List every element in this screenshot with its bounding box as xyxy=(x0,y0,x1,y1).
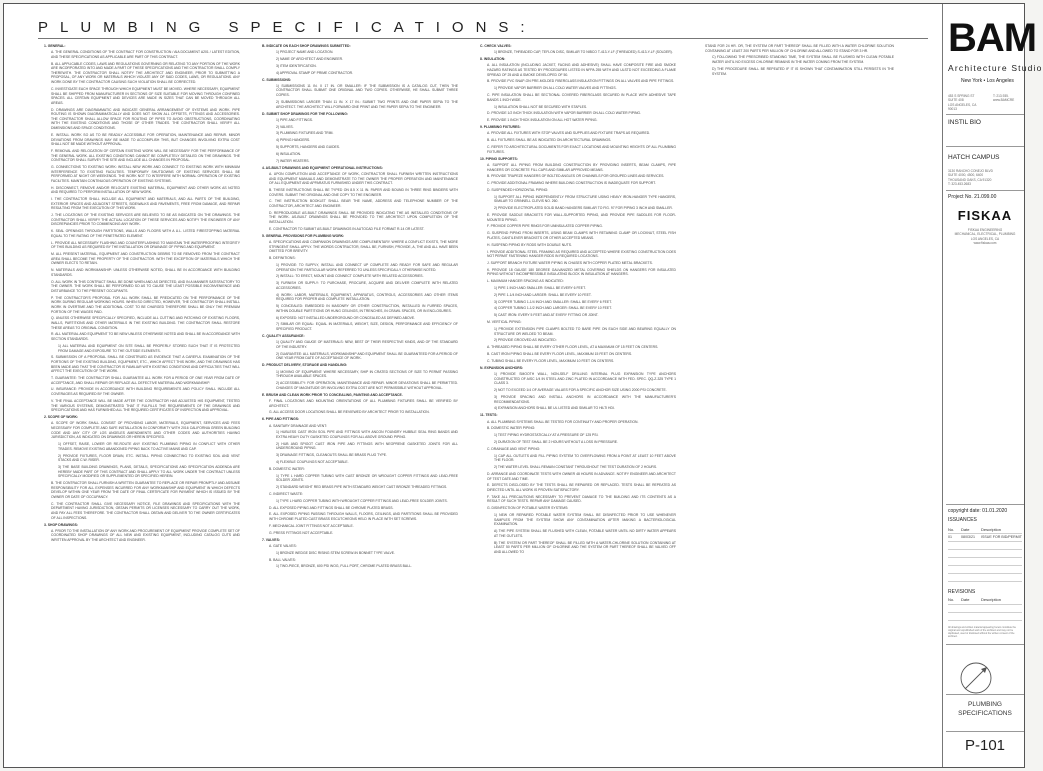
spec-paragraph: L. MAXIMUM HANGER SPACING AS INDICATED: xyxy=(487,279,564,284)
address-line: 90013 xyxy=(948,106,957,111)
firm-contact xyxy=(993,94,1027,103)
client-address-line: SUITE 4000, 4500, 6400 xyxy=(948,173,984,178)
spec-paragraph: 4) WORK: LABOR, MATERIALS, EQUIPMENT, APPARATUS, CONTROLS, ACCESSORIES AND OTHER ITEMS REQUIRED FOR PROPER AND COMPLETE INSTALLATION. xyxy=(276,292,458,302)
spec-paragraph: 1) PROVIDE EXTENSION PIPE CLAMPS BOLTED TO BARE PIPE ON EACH SIDE AND BEARING EQUALLY ON STRUCTURE OR WELDED TO BEAM. xyxy=(494,326,676,336)
spec-paragraph: 2) VALVES. xyxy=(276,124,294,129)
title-block xyxy=(942,4,1043,767)
spec-paragraph: 2) PIPE 1-1/4 INCH AND LARGER: SHALL BE EVERY 10 FEET. xyxy=(494,292,592,297)
spec-paragraph: 2) NAME OF ARCHITECT AND ENGINEER. xyxy=(276,56,344,61)
spec-paragraph: A. ALL PLUMBING SYSTEMS SHALL BE TESTED FOR CONTINUITY AND PROPER OPERATION. xyxy=(487,419,639,424)
spec-section-title: 9. PLUMBING FIXTURES: xyxy=(480,125,521,130)
spec-section xyxy=(44,44,240,413)
spec-paragraph: 1) PIPE 1 INCH AND SMALLER: SHALL BE EVERY 6 FEET. xyxy=(494,286,586,290)
spec-paragraph: D. REPRODUCIBLE AS-BUILT DRAWINGS SHALL BE PROVIDED INDICATING THE AS INSTALLED CONDITIONS OF THE WORK. AS-BUILT DRAWINGS SHALL BE PROVIDED TO THE ARCHITECT UPON COMPLETION OF THE INSTALLATION. xyxy=(269,210,458,225)
spec-paragraph: 5) SUPPORTS, HANGERS AND GUIDES. xyxy=(276,145,340,149)
spec-paragraph: 6) INSULATION. xyxy=(276,151,301,156)
spec-paragraph: S. SUBMISSION OF A PROPOSAL SHALL BE CONSTRUED AS EVIDENCE THAT A CAREFUL EXAMINATION OF THE PORTIONS OF THE EXISTING BUILDING, EQUIPMENT, ETC., WHICH AFFECT THIS WORK, AND THE DRAWINGS HAS BEEN MADE AND THAT THE CONTRACTOR IS FAMILIAR WITH EXISTING CONDITIONS AND DIFFICULTIES THAT WILL AFFECT THE EXECUTION OF THE WORK. xyxy=(51,355,240,374)
spec-paragraph: H. SUSPEND PIPING BY RODS WITH DOUBLE NUTS. xyxy=(487,242,572,247)
spec-paragraph: M. ALL PRESENT MATERIAL, EQUIPMENT AND CONSTRUCTION DEBRIS TO BE REMOVED FROM THE CONTRACT AREA SHALL BECOME THE PROPERTY OF THE CONTRACTOR. WITH THE EXCEPTION OF MATERIALS WHICH THE OWNER ELECTS TO RETAIN. xyxy=(51,252,240,266)
spec-section xyxy=(480,57,676,123)
divider xyxy=(946,731,1024,732)
spec-paragraph: K. SEAL OPENINGS THROUGH PARTITIONS, WALLS AND FLOORS WITH A U.L. LISTED FIRESTOPPING MATERIAL EQUAL TO THE RATING OF THE PENETRATED ELEMENT. xyxy=(51,229,240,238)
col-description: Description xyxy=(981,597,1002,602)
spec-section-title: 4. AS-BUILT DRAWINGS AND EQUIPMENT OPERATIONAL INSTRUCTIONS: xyxy=(262,165,383,170)
spec-paragraph: P. THE CONTRACTOR'S PROPOSAL FOR ALL WORK SHALL BE PREDICATED ON THE PERFORMANCE OF THE WORK DURING REGULAR WORKING HOURS. WHEN SO DIRECTED, HOWEVER, THE CONTRACTOR SHALL INSTALL WORK IN OVERTIME AND THE ADDITIONAL COST TO BE CHARGED THEREFORE SHALL BE ONLY THE PREMIUM PORTION OF THE WAGES PAID. xyxy=(51,295,240,314)
spec-section-title: 6. PIPE AND FITTINGS: xyxy=(262,417,300,422)
spec-paragraph: C) FOLLOWING THE PRESCRIBED STANDING TIME, THE SYSTEM SHALL BE FLUSHED WITH CLEAN POTABLE WATER UNTIL NO EXCESS CHLORINE REMAINS IN THE WATER COMING FROM THE SYSTEM. xyxy=(712,55,894,65)
spec-paragraph: G. DISINFECTION OF POTABLE WATER SYSTEMS: xyxy=(487,506,569,511)
spec-paragraph: B. DOMESTIC WATER: xyxy=(269,466,305,471)
spec-paragraph: V. THE FINAL ACCEPTANCE WILL BE MADE AFTER THE CONTRACTOR HAS ADJUSTED HIS EQUIPMENT, TESTED THE VARIOUS SYSTEMS, DEMONSTRATED THAT IT FULFILLS THE REQUIREMENTS OF THE DRAWINGS AND SPECIFICATIONS AND HAS FURNISHED ALL THE REQUIRED CERTIFICATES OF INSPECTION AND APPROVAL. xyxy=(51,398,240,413)
spec-paragraph: 1) TYPE L HARD COPPER TUBING WITH WROUGHT COPPER FITTINGS AND LEAD-FREE SOLDER JOINTS. xyxy=(276,498,448,503)
spec-paragraph: A. THE GENERAL CONDITIONS OF THE CONTRACT FOR CONSTRUCTION / AIA DOCUMENT A201 / LATEST EDITION, AND THESE SPECIFICATIONS AS APPLICABLE ARE PART OF THIS CONTRACT. xyxy=(51,50,240,59)
spec-section-title: 5. GENERAL PROVISIONS FOR PLUMBING WORK: xyxy=(262,234,345,238)
spec-paragraph: C. REFER TO ARCHITECTURAL DOCUMENTS FOR EXACT LOCATIONS AND MOUNTING HEIGHTS OF ALL PLUMBING FIXTURES. xyxy=(487,145,676,154)
spec-section-title: 10. PIPING SUPPORTS: xyxy=(480,156,518,161)
spec-section-title: 2. SCOPE OF WORK: xyxy=(44,415,79,420)
firm-logo: BAM xyxy=(948,16,1037,60)
consultant-line: www.fiskaa.com xyxy=(973,240,997,245)
spec-section xyxy=(262,334,458,361)
spec-paragraph: E. CONTRACTOR TO SUBMIT AS-BUILT DRAWINGS IN AUTOCAD FILE FORMAT R-14 OR LATEST. xyxy=(269,226,425,231)
table-line xyxy=(948,620,1022,621)
spec-section xyxy=(262,363,458,390)
spec-paragraph: 1) OFFSET, RAISE, LOWER OR RE-ROUTE ANY EXISTING PLUMBING PIPING IN CONFLICT WITH OTHER TRADES. REMOVE EXISTING ABANDONED PIPING BACK TO ACTIVE MAINS AND CAP. xyxy=(58,442,240,451)
spec-section-title: D. SUBMIT SHOP DRAWINGS FOR THE FOLLOWING: xyxy=(262,111,349,116)
spec-section xyxy=(262,417,458,535)
north-arrow-icon xyxy=(955,658,997,698)
spec-paragraph: R. ALL MATERIAL AND EQUIPMENT TO BE NEW UNLESS OTHERWISE NOTED AND SHALL BE IN ACCORDANCE WITH SECTION STANDARDS. xyxy=(51,332,240,342)
spec-paragraph: A. PRIOR TO THE INSTALLATION OF ANY WORK AND PROCUREMENT OF EQUIPMENT PROVIDE COMPLETE SET OF COORDINATED SHOP DRAWINGS OF ALL NEW AND EXISTING EQUIPMENT, INCLUDING CATALOG CUTS AND WRITTEN APPROVAL BY THE ARCHITECT AND ENGINEER. xyxy=(51,528,240,543)
address-line: SUITE 408 xyxy=(948,98,964,103)
consultant-line: FISKAA ENGINEERING xyxy=(967,228,1003,232)
spec-paragraph: 1) PIPE AND FITTINGS. xyxy=(276,117,313,122)
copyright-date: copyright date: 01.01.2020 xyxy=(948,508,1008,514)
col-date: Date xyxy=(961,597,970,602)
spec-paragraph: B. PROVIDE TRAPEZE HANGERS OF BOLTED ANGLES OR CHANNELS FOR GROUPED LINES AND SERVICES. xyxy=(487,174,665,179)
spec-paragraph: 3) FURNISH OR SUPPLY: TO PURCHASE, PROCURE, ACQUIRE AND DELIVER COMPLETE WITH RELATED ACCESSORIES. xyxy=(276,281,458,290)
spec-paragraph: 3) PLUMBING FIXTURES AND TRIM. xyxy=(276,131,334,136)
spec-paragraph: 1) TEST PIPING HYDROSTATICALLY AT A PRESSURE OF 125 PSI. xyxy=(494,433,599,438)
spec-paragraph: E. ALL EXPOSED PIPING PASSING THROUGH WALLS, FLOORS, CEILINGS, AND PARTITIONS SHALL BE PROVIDED WITH CHROME PLATED CAST BRASS ESCUTCHEONS HELD IN PLACE WITH SET SCREWS. xyxy=(269,512,458,521)
spec-paragraph: 1) SUBMISSIONS 11 IN. X 17 IN. OR SMALLER: IF THE SUBMISSION IS A CATALOG CUT, THEN THE CONTRACTOR SHALL SUBMIT ONE ORIGINAL AND TWO COPIES. OTHERWISE, HE SHALL SUBMIT THREE COPIES. xyxy=(276,83,458,98)
spec-paragraph: B. ALL APPLICABLE CODES, LAWS AND REGULATIONS GOVERNING OR RELATING TO ANY PORTION OF THE WORK ARE INCORPORATED INTO AND MADE A PART OF THESE SPECIFICATIONS AND THE CONTRACTOR SHALL COMPLY THEREWITH. THE CONTRACTOR SHALL NOTIFY THE ARCHITECT AND ENGINEER, PRIOR TO SUBMITTING A PROPOSAL, OF ANY WORK OR MATERIALS WHICH VIOLATE ANY OF SAID CODES, LAWS, OR REGULATIONS. ANY WORK DONE BY THE CONTRACTOR CAUSING SUCH VIOLATION SHALL BE CORRECTED. xyxy=(51,61,240,85)
spec-section xyxy=(262,112,458,164)
spec-section xyxy=(480,157,676,364)
spec-section-title: 11. TESTS: xyxy=(480,413,498,418)
spec-paragraph: 3) THE BASE BUILDING DRAWINGS, PLANS, DETAILS, SPECIFICATIONS AND SPECIFICATION ADDENDA ARE HEREBY MADE PART OF THIS CONTRACT AND SHALL APPLY TO ALL WORK UNDER THE CONTRACT UNLESS SPECIFICALLY MODIFIED OR SUPPLEMENTED OR SPECIFIED HEREIN. xyxy=(58,464,240,479)
sheet-number: P-101 xyxy=(964,737,1006,754)
spec-paragraph: A. SPECIFICATIONS AND COMPANION DRAWINGS ARE COMPLEMENTARY. WHERE A CONFLICT EXISTS, THE MORE STRINGENT SHALL APPLY. THE WORDS CONTRACTOR, SHALL BE, FURNISH, PROVIDE, A, THE AND ALL HAVE BEEN OMITTED FOR BREVITY. xyxy=(269,240,458,254)
spec-section-title: 7. VALVES: xyxy=(262,537,280,542)
spec-paragraph: Q. UNLESS OTHERWISE SPECIFICALLY SPECIFIED, INCLUDE ALL CUTTING AND PATCHING OF EXISTING FLOORS, WALLS, PARTITIONS AND OTHER MATERIALS IN THE EXISTING BUILDING. THE CONTRACTOR SHALL RESTORE THESE AREAS TO ORIGINAL CONDITION. xyxy=(51,316,240,330)
spec-paragraph: 1) PROJECT NAME AND LOCATION. xyxy=(276,50,334,55)
spec-paragraph: B. PROVIDE PVC SNAP-ON PRE-MOLDED FIBERGLASS INSULATION FITTINGS ON ALL VALVES AND PIPE FITTINGS. xyxy=(487,79,675,84)
spec-paragraph: 7) SIMILAR OR EQUAL: EQUAL IN MATERIALS, WEIGHT, SIZE, DESIGN, PERFORMANCE AND EFFICIENCY OF SPECIFIED PRODUCT. xyxy=(276,322,458,331)
spec-paragraph: M. VERTICAL PIPING: xyxy=(487,320,522,325)
spec-section-title: 3. SHOP DRAWINGS: xyxy=(44,522,79,527)
spec-paragraph: J. THE LOCATIONS OF THE EXISTING SERVICES ARE BELIEVED TO BE AS INDICATED ON THE DRAWINGS. THE CONTRACTOR SHALL VERIFY THE ACTUAL LOCATION OF THESE SERVICES AND NOTIFY THE ENGINEER OF ANY DISCREPANCIES PRIOR TO COMMENCING ANY WORK. xyxy=(51,213,240,227)
spec-section xyxy=(698,44,894,76)
sheet-name-line: PLUMBING xyxy=(968,701,1002,708)
spec-paragraph: 1) SUPPORT ALL PIPING INDEPENDENTLY FROM STRUCTURE USING HEAVY IRON-HANGER TYPE HANGERS, SIMILAR TO GRINNELL CLEVIS NO. 260. xyxy=(494,194,676,204)
spec-paragraph: C. DRAINAGE AND VENT PIPING: xyxy=(487,446,541,451)
spec-paragraph: 1) CAP ALL OUTLETS AND FILL PIPING SYSTEM TO OVERFLOWING FROM A POINT AT LEAST 10 FEET ABOVE THE FLOOR. xyxy=(494,453,676,463)
disclaimer-text: All drawings and written material appearing herein constitute the original and unpublished work of the architect and may not be duplicated, used or disclosed without the written consent of the architect. xyxy=(948,626,1016,639)
spec-paragraph: C. PROVIDE ADDITIONAL FRAMING WHERE BUILDING CONSTRUCTION IS INADEQUATE FOR SUPPORT. xyxy=(487,181,656,186)
issuance-no: 01 xyxy=(948,535,952,539)
spec-paragraph: C. INDIRECT WASTE: xyxy=(269,491,304,496)
spec-paragraph: 5) CONCEALED: EMBEDDED IN MASONRY OR OTHER CONSTRUCTION, INSTALLED IN FURRED SPACES, WITHIN DOUBLE PARTITIONS OR HUNG CEILINGS, IN TRENCHES, IN CRAWL SPACES, OR IN ENCLOSURES. xyxy=(276,304,458,313)
spec-paragraph: D) THE PROCEDURE SHALL BE REPEATED IF IT IS SHOWN THAT CONTAMINATION STILL PERSISTS IN THE SYSTEM. xyxy=(712,66,894,76)
spec-paragraph: T. GUARANTEE: THE CONTRACTOR SHALL GUARANTEE ALL WORK FOR A PERIOD OF ONE YEAR FROM DATE OF ACCEPTANCE, AND SHALL REPAIR OR REPLACE ALL DEFECTIVE MATERIAL AND WORKMANSHIP. xyxy=(51,376,240,385)
spec-paragraph: C. THE INSTRUCTION BOOKLET SHALL BEAR THE NAME, ADDRESS AND TELEPHONE NUMBER OF THE CONTRACTOR, ARCHITECT AND ENGINEER. xyxy=(269,199,458,208)
spec-paragraph: 1) MOVING OF EQUIPMENT: WHERE NECESSARY, SHIP IN CRATED SECTIONS OF SIZE TO PERMIT PASSING THROUGH AVAILABLE SPACES. xyxy=(276,369,458,379)
address-line: 453 S SPRING ST xyxy=(948,94,975,98)
divider xyxy=(946,190,1024,191)
spec-paragraph: K. PROVIDE 18 GAUGE 180 DEGREE GALVANIZED METAL COVERING SHIELDS ON HANGERS FOR INSULATED PIPING WITHOUT INCOMPRESSIBLE INSULATING BLOCK IN INSULATION AT HANGERS. xyxy=(487,267,676,277)
drawing-sheet xyxy=(3,3,1043,768)
spec-paragraph: 3) COPPER TUBING 1-1/4 INCH AND SMALLER: SHALL BE EVERY 6 FEET. xyxy=(494,299,612,304)
spec-paragraph: 2) ACCESSIBILITY: FOR OPERATION, MAINTENANCE AND REPAIR. MINOR DEVIATIONS SHALL BE PERMITTED. CHANGES OF MAGNITUDE OR INVOLVING EXTRA COST ARE NOT PERMISSIBLE WITHOUT APPROVAL. xyxy=(276,381,458,390)
spec-paragraph: 2) GUARANTEE: ALL MATERIALS, WORKMANSHIP AND EQUIPMENT SHALL BE GUARANTEED FOR A PERIOD OF ONE YEAR FROM DATE OF ACCEPTANCE OF WORK. xyxy=(276,351,458,361)
spec-paragraph: A. ALL INSULATION (INCLUDING JACKET, FACING AND ADHESIVE) SHALL HAVE COMPOSITE FIRE AND SMOKE HAZARD RATINGS AS TESTED BY PROCEDURES LISTED IN NFPA 255 WITH AND ULSTD NOT EXCEEDING A FLAME SPREAD OF 25 AND A SMOKE DEVELOPED OF 50. xyxy=(487,63,676,77)
spec-section xyxy=(44,415,240,520)
spec-paragraph: O. ALL WORK IN THIS CONTRACT SHALL BE DONE WHEN AND AS DIRECTED, AND IN A MANNER SATISFACTORY TO THE OWNER. THE WORK SHALL BE PERFORMED SO AS TO CAUSE THE LEAST POSSIBLE INCONVENIENCE AND DISTURBANCE TO THE PRESENT OCCUPANTS. xyxy=(51,279,240,293)
spec-paragraph: J. SUPPORT BRANCH FIXTURE WATER PIPING IN CHASES WITH COPPER PLATED METAL BRACKETS. xyxy=(487,260,653,265)
spec-paragraph: B. DOMESTIC WATER PIPING: xyxy=(487,426,536,431)
spec-paragraph: D. ALL EXPOSED PIPING AND FITTINGS SHALL BE CHROME PLATED BRASS. xyxy=(269,505,394,510)
spec-paragraph: D. SUSPENDED HORIZONTAL PIPING: xyxy=(487,187,549,192)
spec-paragraph: C. THE CONTRACTOR SHALL GIVE NECESSARY NOTICE, FILE DRAWINGS AND SPECIFICATIONS WITH THE DEPARTMENT HAVING JURISDICTION, OBTAIN PERMITS OR LICENSES NECESSARY TO CARRY OUT THE WORK, AND PAY ALL FEES THEREFORE. THE CONTRACTOR SHALL OBTAIN AND DELIVER TO THE OWNER CERTIFICATES OF ALL INSPECTIONS. xyxy=(51,501,240,520)
firm-name: Architecture Studio xyxy=(948,63,1043,73)
spec-paragraph: 1) QUALITY AND GAUGE OF MATERIALS: NEW, BEST OF THEIR RESPECTIVE KINDS, AND OF THE STANDARD OF THE INDUSTRY. xyxy=(276,340,458,349)
col-no: No. xyxy=(948,527,955,532)
campus-name: HATCH CAMPUS xyxy=(948,154,1000,161)
spec-section xyxy=(480,125,676,154)
spec-paragraph: G. ALL ACCESS DOOR LOCATIONS SHALL BE REVIEWED BY ARCHITECT PRIOR TO INSTALLATION. xyxy=(269,410,430,415)
spec-paragraph: A. SUPPORT ALL PIPING FROM BUILDING CONSTRUCTION BY PROVIDING INSERTS, BEAM CLAMPS, PIPE HANGERS OR CONCRETE FILL CAPS AND SIMILAR APPROVED MEANS. xyxy=(487,162,676,172)
spec-paragraph: G. CONNECTIONS TO EXISTING WORK: INSTALL NEW WORK AND CONNECT TO EXISTING WORK WITH MINIMUM INTERFERENCE TO EXISTING FACILITIES. TEMPORARY SHUTDOWNS OF EXISTING SERVICES SHALL BE PERFORMED AT NIGHT OR WEEKENDS. THE WORK NOT TO INTERFERE WITH NORMAL OPERATION OF EXISTING FACILITIES. MAINTAIN CONTINUOUS OPERATION OF EXISTING SYSTEMS. xyxy=(51,165,240,183)
spec-paragraph: 1) PROVIDE VAPOR BARRIER ON ALL COLD WATER VALVES AND FITTINGS. xyxy=(494,86,617,91)
firm-cities: New York • Los Angeles xyxy=(961,78,1014,84)
table-line xyxy=(948,573,1022,574)
spec-column-4 xyxy=(698,44,894,762)
table-line xyxy=(948,557,1022,558)
spec-section xyxy=(480,366,676,411)
spec-paragraph: D. ARRANGE AND COORDINATE TESTS WITH OWNER 48 HOURS IN ADVANCE. NOTIFY ENGINEER AND ARCHITECT OF TEST DATE AND TIME. xyxy=(487,471,676,481)
table-line xyxy=(948,549,1022,550)
client-address-line: T: 323.453.2683 xyxy=(948,181,971,186)
project-name: INSTIL BIO xyxy=(948,119,981,126)
spec-paragraph: C. TUBING SHALL BE EVERY FLOOR LEVEL, MAXIMUM 10 FEET ON CENTERS. xyxy=(487,358,615,363)
spec-paragraph: H. DISCONNECT, REMOVE AND/OR RELOCATE EXISTING MATERIAL, EQUIPMENT AND OTHER WORK AS NOTED AND REQUIRED TO PERFORM INSTALLATION OF NEW WORK. xyxy=(51,185,240,195)
spec-paragraph: 3) DRAINAGE FITTINGS, CLEANOUTS SHALL BE BRASS PLUG TYPE. xyxy=(276,453,387,458)
spec-paragraph: N. MATERIALS AND WORKMANSHIP: UNLESS OTHERWISE NOTED, SHALL BE IN ACCORDANCE WITH BUILDING STANDARDS. xyxy=(51,268,240,277)
title-divider xyxy=(38,38,928,39)
spec-paragraph: B. CAST IRON PIPING SHALL BE EVERY FLOOR LEVEL, MAXIMUM 15 FEET ON CENTERS. xyxy=(487,351,633,356)
spec-paragraph: I. THE CONTRACTOR SHALL INCLUDE ALL EQUIPMENT AND MATERIALS, AND ALL PARTS OF THE BUILDING, EXTERIOR SPACES AND ADJACENT STREETS, SIDEWALKS AND PAVEMENTS, FREE FROM DAMAGE, AND REPAIR RESULTING FROM THE EXECUTION OF THIS WORK. xyxy=(51,197,240,211)
spec-paragraph: A. GATE VALVES: xyxy=(269,543,297,548)
spec-paragraph: I. PROVIDE ADDITIONAL STEEL FRAMING AS REQUIRED AND ACCEPTED WHERE EXISTING CONSTRUCTION DOES NOT PERMIT FASTENING HANGER RODS IN REQUIRED LOCATIONS. xyxy=(487,249,676,259)
divider xyxy=(946,694,1024,695)
spec-paragraph: 2) STANDARD WEIGHT RED BRASS PIPE WITH STANDARD WEIGHT CAST BRONZE THREADED FITTINGS. xyxy=(276,485,448,490)
spec-column-1 xyxy=(44,44,240,762)
spec-paragraph: L. PROVIDE ALL NECESSARY FLASHING AND COUNTERFLASHING TO MAINTAIN THE WATERPROOFING INTEGRITY OF THIS BUILDING AS REQUIRED BY THE INSTALLATION OR DRAINAGE OF PIPING AND EQUIPMENT. xyxy=(51,240,240,250)
divider xyxy=(946,114,1024,115)
spec-paragraph: 1) BRONZE WEDGE DISC RISING STEM SCREW-IN BONNET TYPE VALVE. xyxy=(276,550,395,555)
table-line xyxy=(948,565,1022,566)
spec-paragraph: 4) EXPANSION ANCHORS SHALL BE UL LISTED AND SIMILAR TO HILTI HDI. xyxy=(494,406,615,411)
spec-paragraph: 1) TYPE L HARD COPPER TUBING WITH CAST BRONZE OR WROUGHT COPPER FITTINGS AND LEAD-FREE SOLDER JOINTS. xyxy=(276,473,458,483)
spec-paragraph: 1) PROVIDE SMOOTH WALL, NON-SELF DRILLING INTERNAL PLUG EXPANSION TYPE ANCHORS CONSTRUCTED OF AISC 1/4 IN STEEL AND ZINC PLATED IN ACCORDANCE WITH FED. SPEC. QQ-Z-325 TYPE 1 CLASS 3. xyxy=(494,372,676,386)
issuance-description: ISSUE FOR BID/PERMIT xyxy=(981,535,1022,539)
spec-paragraph: C. INVESTIGATE EACH SPACE THROUGH WHICH EQUIPMENT MUST BE MOVED. WHERE NECESSARY, EQUIPMENT SHALL BE SHIPPED FROM MANUFACTURER IN SECTIONS OF SIZE SUITABLE FOR MOVING THROUGH CONFINED SPACES. ALL CERTAIN EQUIPMENT AND DEVICES ARE MADE IN SIZES THAT CAN BE MOVED THROUGH ALL AREAS. xyxy=(51,86,240,105)
spec-section xyxy=(480,413,676,554)
spec-paragraph: 2) THE WATER LEVEL SHALL REMAIN CONSTANT THROUGHOUT THE TEST DURATION OF 2 HOURS. xyxy=(494,465,658,470)
spec-paragraph: 2) INSTALL: TO ERECT, MOUNT AND CONNECT COMPLETE WITH RELATED ACCESSORIES. xyxy=(276,274,424,279)
divider xyxy=(946,504,1024,505)
spec-paragraph: 2) HUB AND SPIGOT CAST IRON PIPE AND FITTINGS WITH NEOPRENE GASKETED JOINTS FOR ALL UNDERGROUND PIPING. xyxy=(276,441,458,451)
spec-section-title: C. QUALITY ASSURANCE: xyxy=(262,334,305,339)
spec-column-2 xyxy=(262,44,458,762)
spec-paragraph: B. THESE INSTRUCTIONS SHALL BE TYPED ON 8.5 X 11 IN. PAPER AND BOUND IN THREE RING BINDERS WITH COVERS. SUBMIT THE ORIGINAL AND ONE COPY TO THE ENGINEER. xyxy=(269,187,458,197)
table-line xyxy=(948,612,1022,613)
spec-section xyxy=(262,166,458,232)
spec-paragraph: 2) PROVIDE FIXTURES, FLOOR DRAIN, ETC. INSTALL PIPING CONNECTING TO EXISTING SOIL AND VENT STACKS AND C.W. RISER. xyxy=(58,453,240,463)
spec-section-title: D. PRODUCT DELIVERY, STORAGE AND HANDLING: xyxy=(262,363,348,368)
consultant-line: MECHANICAL, ELECTRICAL, PLUMBING xyxy=(954,232,1016,237)
spec-paragraph: 4) FLEXIBLE COUPLINGS NOT ACCEPTABLE. xyxy=(276,460,349,465)
spec-paragraph: 3) ITEM IDENTIFICATION. xyxy=(276,63,317,68)
sheet-name xyxy=(948,701,1022,719)
spec-paragraph: 1) TWO-PIECE, BRONZE, 600 PSI WOG, FULL PORT, CHROME PLATED BRASS BALL. xyxy=(276,564,412,569)
table-line xyxy=(948,581,1022,582)
consultant-info xyxy=(951,228,1019,245)
spec-paragraph: D. PROVIDE 1/2 INCH THICK INSULATION WITH VAPOR BARRIER ON ALL COLD WATER PIPING. xyxy=(487,111,641,116)
spec-paragraph: 2) DURATION OF TEST SHALL BE 2 HOURS WITHOUT A LOSS IN PRESSURE. xyxy=(494,440,618,444)
spec-paragraph: F. FINAL LOCATIONS AND MOUNTING ORIENTATIONS OF ALL PLUMBING FIXTURES SHALL BE VERIFIED BY ARCHITECT. xyxy=(269,398,458,408)
consultant-line: LOS ANGELES, CA xyxy=(970,236,1000,241)
spec-paragraph: 1) PROVIDE: TO SUPPLY, INSTALL AND CONNECT UP COMPLETE AND READY FOR SAFE AND REGULAR OPERATION THE PARTICULAR WORK REFERRED TO UNLESS SPECIFICALLY OTHERWISE NOTED. xyxy=(276,263,458,272)
revisions-heading: REVISIONS xyxy=(948,589,976,595)
client-address xyxy=(948,169,1022,186)
spec-paragraph: A. UPON COMPLETION AND ACCEPTANCE OF WORK, CONTRACTOR SHALL FURNISH WRITTEN INSTRUCTIONS AND EQUIPMENT MANUALS AND DEMONSTRATE TO THE OWNER THE PROPER OPERATION AND MAINTENANCE OF ALL EQUIPMENT AND APPARATUS FURNISHED UNDER THIS CONTRACT. xyxy=(269,171,458,186)
sheet-name-line: SPECIFICATIONS xyxy=(958,709,1012,717)
spec-section-title: C. CHECK VALVES: xyxy=(480,44,512,48)
spec-paragraph: U. INSURANCE: PROVIDE IN ACCORDANCE WITH BUILDING REQUIREMENTS AND POLICY SHALL INCLUDE ALL COVERAGES AS REQUIRED BY THE OWNER. xyxy=(51,387,240,397)
address-line: LOS ANGELES, CA xyxy=(948,102,977,107)
spec-section-title: B. INDICATE ON EACH SHOP DRAWINGS SUBMITTED: xyxy=(262,44,351,48)
spec-paragraph: 2) PROVIDE GROOVED AS INDICATED: xyxy=(494,338,557,343)
spec-section xyxy=(262,234,458,332)
spec-paragraph: F. TAKE ALL PRECAUTIONS NECESSARY TO PREVENT DAMAGE TO THE BUILDING AND ITS CONTENTS AS A RESULT OF SUCH TESTS. REPAIR ANY DAMAGE CAUSED. xyxy=(487,494,676,504)
contact-website: www.BAMCRE xyxy=(993,98,1015,103)
spec-paragraph: A. SANITARY DRAINAGE AND VENT: xyxy=(269,423,327,428)
col-description: Description xyxy=(981,527,1002,532)
spec-paragraph: B) THE SYSTEM OR PART THEREOF SHALL BE FILLED WITH A WATER-CHLORINE SOLUTION CONTAINING AT LEAST 50 PARTS PER MILLION OF CHLORINE AND THE SYSTEM OR PART THEREOF SHALL BE VALVED OFF AND ALLOWED TO xyxy=(494,540,676,554)
table-line xyxy=(948,604,1022,605)
revisions-header-row xyxy=(948,597,1022,602)
spec-paragraph: A) THE PIPE SYSTEM SHALL BE FLUSHED WITH CLEAN, POTABLE WATER UNTIL NO DIRTY WATER APPEARS AT THE OUTLETS. xyxy=(494,529,676,538)
spec-section xyxy=(262,393,458,415)
spec-paragraph: 2) NOT TO EXCEED 1/4 OF AVERAGE VALUES FOR A SPECIFIC ANCHOR SIZE USING 2000 PSI CONCRETE. xyxy=(494,388,667,393)
issuances-header-row xyxy=(948,527,1022,532)
spec-paragraph: 2) SUBMISSIONS LARGER THAN 11 IN. X 17 IN.: SUBMIT TWO PRINTS AND ONE PAPER SEPIA TO THE ARCHITECT. THE ARCHITECT WILL FORWARD ONE PRINT AND THE PAPER SEPIA TO THE ENGINEER. xyxy=(276,99,458,109)
spec-paragraph: 7) WATER HEATERS. xyxy=(276,158,310,163)
spec-section-title: E. BRUSH AND CLEAN WORK PRIOR TO CONCEALING, PAINTING AND ACCEPTANCE. xyxy=(262,392,403,397)
spec-paragraph: A. SCOPE OF WORK SHALL CONSIST OF PROVIDING LABOR, MATERIALS, EQUIPMENT, SERVICES AND FEES NECESSARY FOR COMPLETE AND SAFE INSTALLATION IN CONFORMITY WITH 2016 CALIFORNIA GREEN BUILDING CODE AND ANY CITY OF LOS ANGELES AMENDMENTS AND OTHER CODES AND AUTHORITIES HAVING JURISDICTION, AS INDICATED ON DRAWINGS OR HEREIN SPECIFIED. xyxy=(51,421,240,440)
project-number: Project No. 21.099.00 xyxy=(948,194,997,200)
divider xyxy=(946,644,1024,645)
contact-phone: T: 213.935. xyxy=(993,94,1009,98)
col-date: Date xyxy=(961,527,970,532)
consultant-logo: FISKAA xyxy=(957,208,1013,223)
spec-paragraph: F. MECHANICAL JOINT FITTINGS NOT ACCEPTABLE. xyxy=(269,523,354,528)
spec-section xyxy=(44,523,240,543)
spec-paragraph: E. DEFECTS DISCLOSED BY THE TESTS SHALL BE REPAIRED OR REPLACED. TESTS SHALL BE REPEATED AS DIRECTED UNTIL ALL WORK IS PROVEN SATISFACTORY. xyxy=(487,483,676,492)
spec-paragraph: B. BALL VALVES: xyxy=(269,557,296,562)
spec-section xyxy=(480,44,676,55)
spec-paragraph: 1) ALL MATERIAL AND EQUIPMENT ON SITE SHALL BE PROPERLY STORED SUCH THAT IT IS PROTECTED FROM DAMAGE AND EXPOSURE TO THE OUTSIDE ELEMENTS. xyxy=(58,343,240,353)
client-address-line: THOUSAND OAKS, CA 91320 xyxy=(948,177,992,182)
spec-paragraph: G. SUSPEND PIPING FROM INSERTS, USING BEAM CLAMPS WITH RETAINING CLAMP OR LOCKNUT, STEEL FISH PLATES, CANTILEVER BRACKETS OR OTHER ACCEPTED MEANS. xyxy=(487,231,676,240)
table-line xyxy=(948,541,1022,542)
spec-section xyxy=(262,78,458,109)
spec-paragraph: 2) PROVIDE ELECTROPLATED SOLID BAND HANGERS SIMILAR TO FIG. 97 FOR PIPING 3 INCH AND SMALLER. xyxy=(494,206,673,211)
spec-paragraph: E. PROVIDE SADDLE BRACKETS FOR WALL-SUPPORTED PIPING, AND PROVIDE PIPE SADDLES FOR FLOOR-MOUNTED PIPING. xyxy=(487,213,676,222)
spec-paragraph: 4) COPPER TUBING 1-1/2 INCH AND LARGER: SHALL BE EVERY 10 FEET. xyxy=(494,306,612,311)
spec-paragraph: 4) PIPING HANGERS. xyxy=(276,138,311,143)
spec-paragraph: E. PROVIDE 1 INCH THICK INSULATION ON ALL HOT WATER PIPING. xyxy=(487,118,598,123)
spec-paragraph: G. PRESS FITTINGS NOT ACCEPTABLE. xyxy=(269,530,334,535)
spec-section xyxy=(262,44,458,75)
spec-paragraph: 1) INSULATION SHALL NOT BE SECURED WITH STAPLES. xyxy=(494,104,588,109)
spec-section xyxy=(262,538,458,569)
spec-paragraph: STAND FOR 24 HR. OR, THE SYSTEM OR PART THEREOF SHALL BE FILLED WITH A WATER CHLORINE SOLUTION CONTAINING AT LEAST 200 PARTS PER MILLION OF CHLORINE AND ALLOWED TO STAND FOR 3 HR. xyxy=(705,44,894,53)
spec-paragraph: A. PROVIDE ALL FIXTURES WITH STOP VALVES AND SUPPLIES AND FIXTURE TRAPS AS REQUIRED. xyxy=(487,131,651,136)
spec-paragraph: 1) BRONZE, THREADED CAP, TEFLON DISC, SIMILAR TO NIBCO T-413-Y-LF (THREADED) S-413-Y-LF (SOLDER). xyxy=(494,50,673,55)
table-line xyxy=(948,533,1022,534)
firm-address xyxy=(948,94,994,111)
client-address-line: 3130 RANCHO CONEJO BLVD xyxy=(948,169,993,173)
issuance-row xyxy=(948,535,1022,539)
spec-paragraph: 1) HUBLESS CAST IRON SOIL PIPE AND FITTINGS WITH ANCON FOUNDRY HUBBLE SEAL RING BANDS AND EXTRA HEAVY DUTY GASKETED COUPLINGS FOR ALL ABOVE GROUND PIPING. xyxy=(276,430,458,439)
spec-paragraph: C. PIPE INSULATION SHALL BE SECTIONAL COVERED FIBERGLASS SECURED IN PLACE WITH ADHESIVE TAPE BANDS 1 INCH WIDE. xyxy=(487,93,676,102)
spec-paragraph: B. THE CONTRACTOR SHALL FURNISH A WRITTEN GUARANTEE TO REPLACE OR REPAIR PROMPTLY AND ASSUME RESPONSIBILITY FOR ALL EXPENSES INCURRED FOR ANY WORKMANSHIP AND EQUIPMENT IN WHICH DEFECTS DEVELOP WITHIN ONE YEAR FROM THE DATE OF FINAL CERTIFICATE FOR PAYMENT WHICH IS ISSUED BY THE OWNER OR DATE OF OCCUPANCY. xyxy=(51,481,240,499)
spec-section-title: N. EXPANSION ANCHORS: xyxy=(480,365,524,370)
issuances-heading: ISSUANCES xyxy=(948,517,977,523)
spec-paragraph: F. PROVIDE COPPER PIPE RINGS FOR UNINSULATED COPPER PIPING. xyxy=(487,224,603,229)
spec-paragraph: F. REMOVAL AND RELOCATION OF CERTAIN EXISTING WORK WILL BE NECESSARY FOR THE PERFORMANCE OF THE GENERAL WORK. ALL EXISTING CONDITIONS CANNOT BE COMPLETELY DETAILED ON THE DRAWINGS. THE CONTRACTOR SHALL SURVEY THE SITE AND INCLUDE ALL CHANGES IN PROPOSAL. xyxy=(51,148,240,163)
divider xyxy=(946,146,1024,147)
specifications-area xyxy=(4,4,942,767)
spec-paragraph: 4) APPROVAL STAMP OF PRIME CONTRACTOR. xyxy=(276,70,354,75)
spec-column-3 xyxy=(480,44,676,762)
spec-paragraph: 6) EXPOSED: NOT INSTALLED UNDERGROUND OR CONCEALED AS DEFINED ABOVE. xyxy=(276,315,416,320)
spec-section-title: C. SUBMISSIONS: xyxy=(262,77,292,82)
spec-paragraph: 3) PROVIDE SPACING AND INSTALL ANCHORS IN ACCORDANCE WITH THE MANUFACTURER'S RECOMMENDATIONS. xyxy=(494,394,676,404)
spec-section-title: 1. GENERAL: xyxy=(44,44,66,48)
spec-paragraph: 1) NEW OR REPAIRED POTABLE WATER SYSTEM SHALL BE DISINFECTED PRIOR TO USE WHENEVER SAMPLES FROM THE SYSTEM SHOW ANY CONTAMINATION AFTER MAKING A BACTERIOLOGICAL EXAMINATION. xyxy=(494,513,676,527)
spec-paragraph: A. THREADED PIPING SHALL BE EVERY OTHER FLOOR LEVEL, AT A MAXIMUM OF 15 FEET ON CENTERS. xyxy=(487,345,659,350)
spec-paragraph: 5) CAST IRON: EVERY 5 FEET AND AT EVERY FITTING OR JOINT. xyxy=(494,313,599,318)
col-no: No. xyxy=(948,597,955,602)
spec-paragraph: B. DEFINITIONS: xyxy=(269,256,296,261)
spec-paragraph: B. ALL FIXTURES SHALL BE AS INDICATED ON ARCHITECTURAL DRAWINGS. xyxy=(487,138,612,143)
spec-section-title: 8. INSULATION: xyxy=(480,57,506,62)
spec-paragraph: E. INSTALL WORK SO AS TO BE READILY ACCESSIBLE FOR OPERATION, MAINTENANCE AND REPAIR. MINOR DEVIATIONS FROM DRAWINGS MAY BE MADE TO ACCOMPLISH THIS, BUT CHANGES INVOLVING EXTRA COST SHALL NOT BE MADE WITHOUT APPROVAL. xyxy=(51,132,240,147)
spec-paragraph: D. DRAWINGS ARE DIAGRAMMATIC AND INDICATE GENERAL ARRANGEMENT OF SYSTEMS AND WORK. PIPE ROUTING IS SHOWN DIAGRAMMATICALLY AND DOES NOT SHOW ALL OFFSETS, FITTINGS AND ACCESSORIES. THE CONTRACTOR SHALL ALLOW SPACE FOR ROUTING OF PIPES TO AVOID OBSTRUCTIONS, COORDINATING WITH THE EXISTING CONDITIONS AND THOSE OF OTHER TRADES. THE CONTRACTOR SHALL VERIFY ALL DIMENSIONS AND SPACE CONDITIONS. xyxy=(51,107,240,131)
sheet-title: PLUMBING SPECIFICATIONS: xyxy=(38,19,537,36)
issuance-date: 08/03/21 xyxy=(961,535,975,539)
